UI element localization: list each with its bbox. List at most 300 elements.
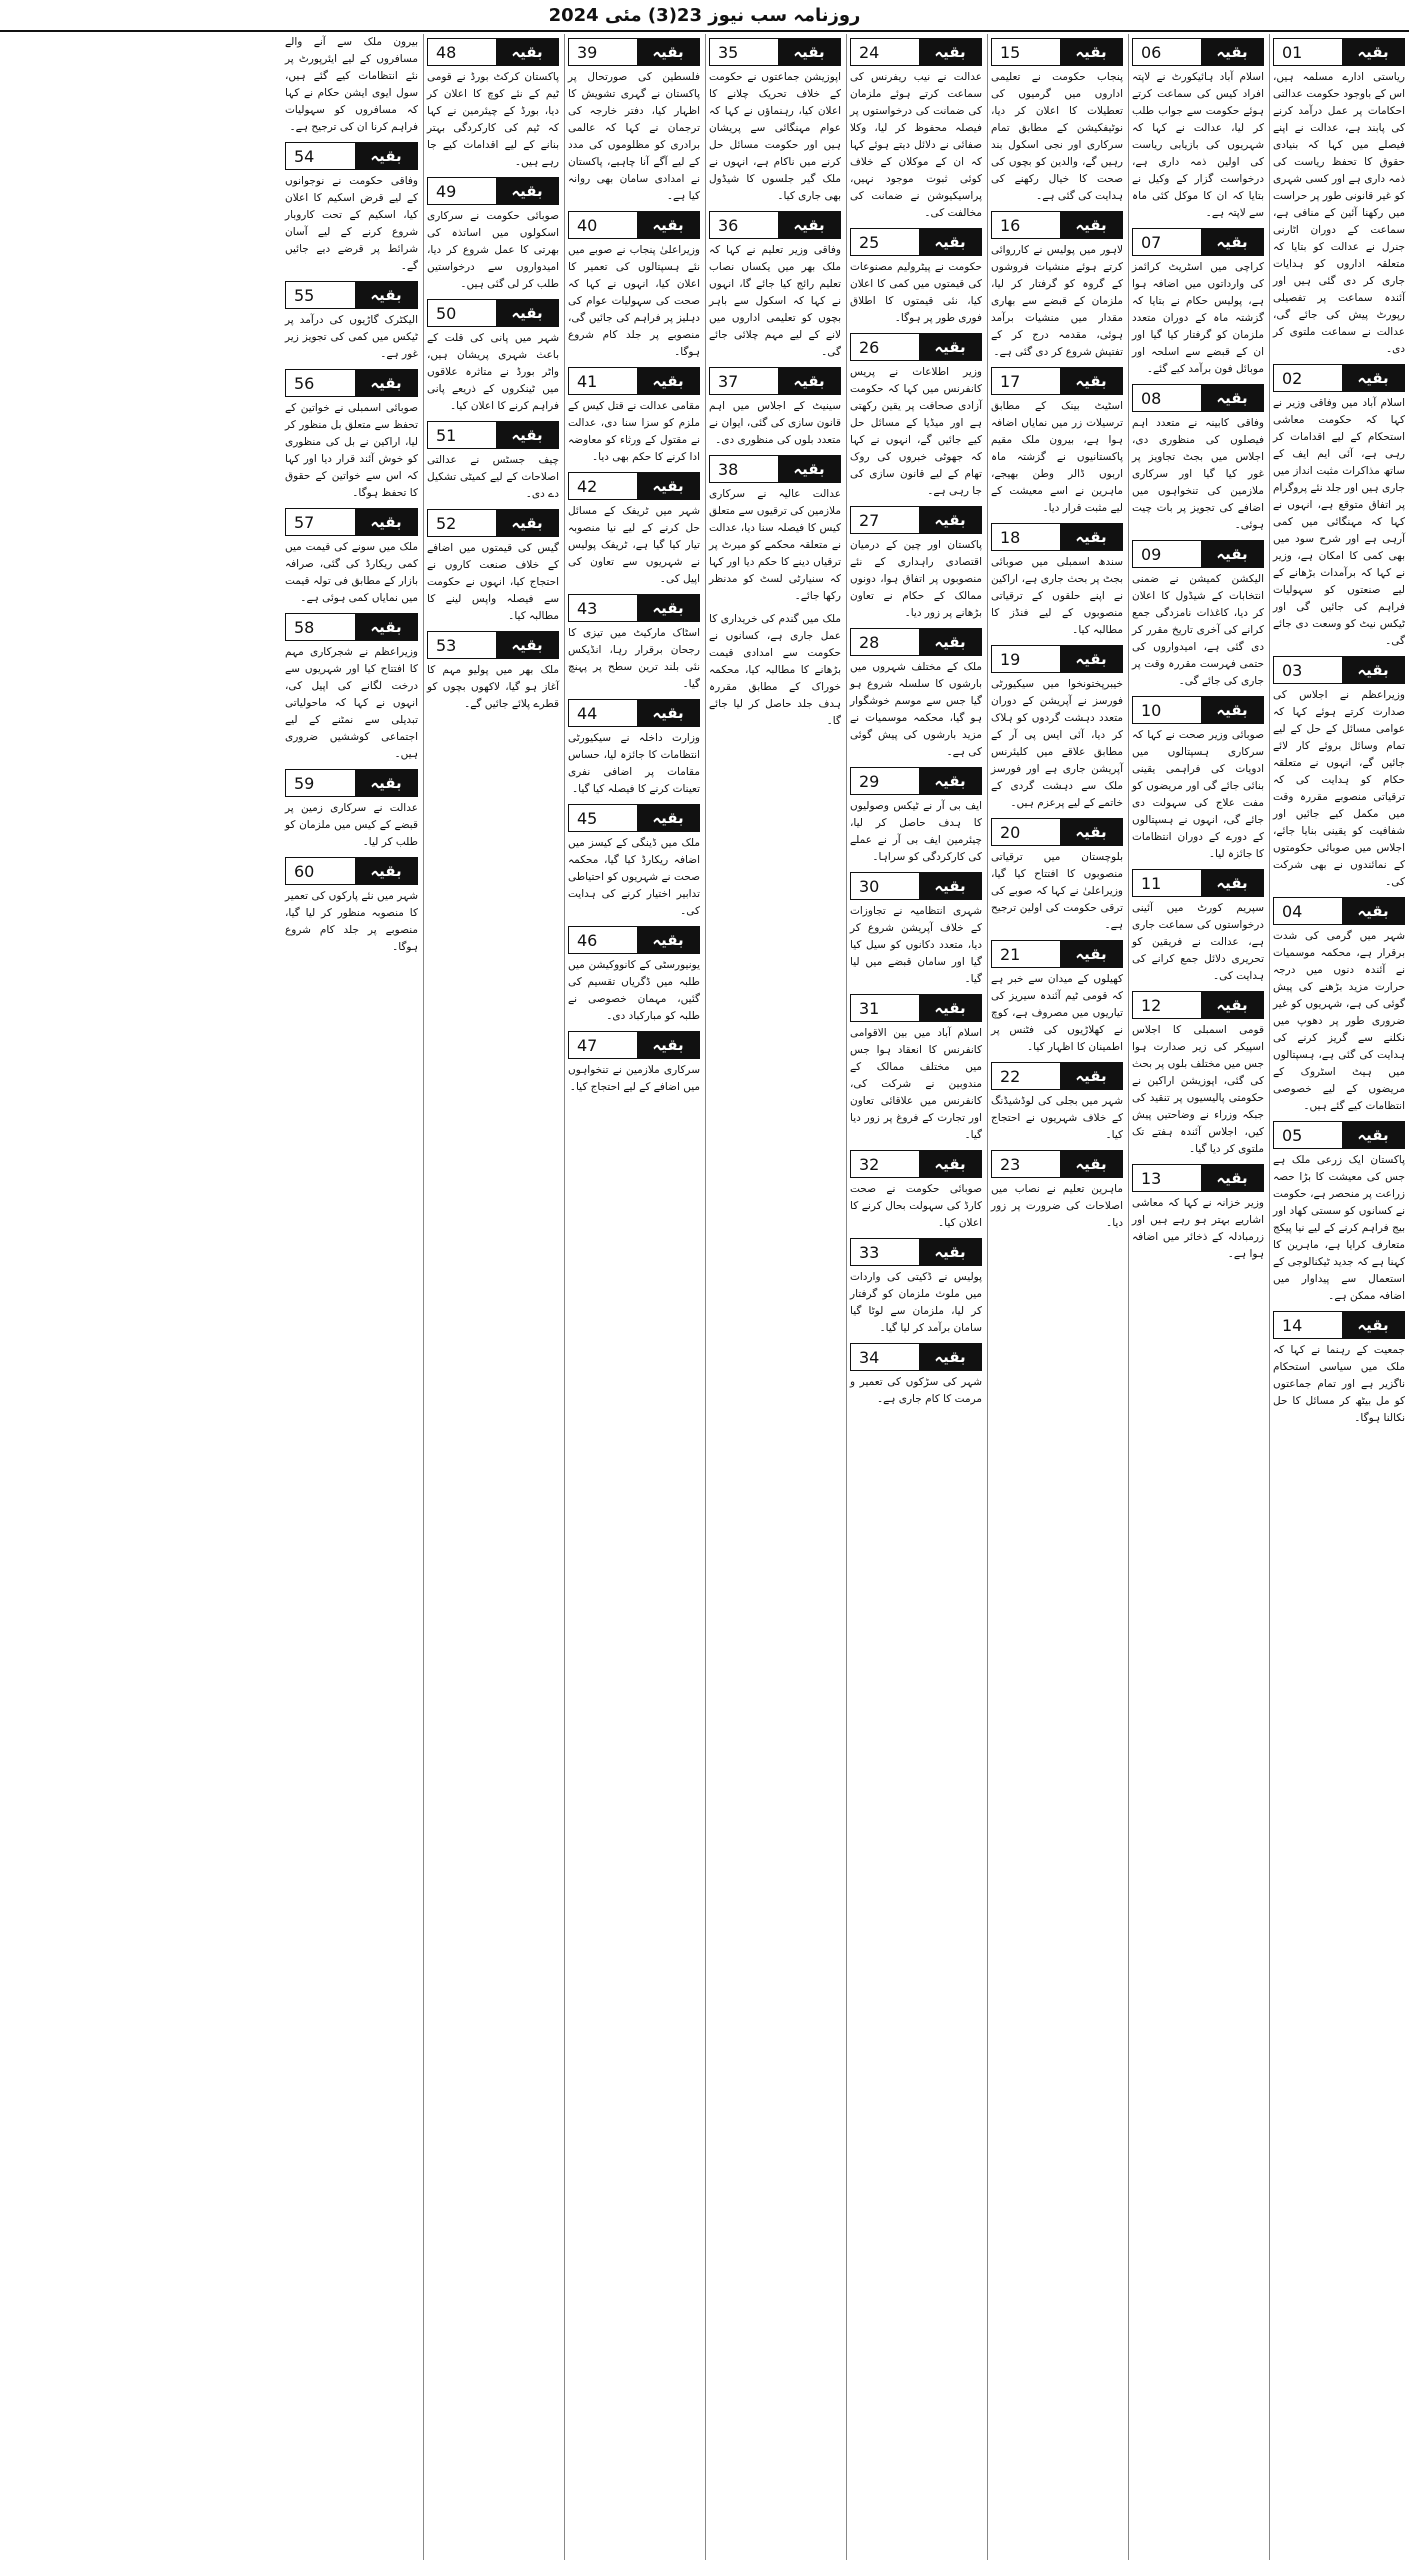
- continuation-label: بقیہ: [1060, 1151, 1122, 1177]
- news-column: [1128, 34, 1267, 2560]
- continuation-tag: [1132, 540, 1264, 568]
- story-text: وزیراعظم نے اجلاس کی صدارت کرتے ہوئے کہا کہ عوامی مسائل کے حل کے لیے تمام وسائل بروئے کار لائے جائیں گے، انہوں نے متعلقہ حکام کو ہدایت کی کہ ترقیاتی منصوبے مقررہ وقت میں مکمل کیے جائیں اور شفافیت کو یقینی بنایا جائے، اجلاس میں صوبائی حکومتوں کے نمائندوں نے بھی شرکت کی۔: [1273, 689, 1405, 888]
- story-text: چیف جسٹس نے عدالتی اصلاحات کے لیے کمیٹی تشکیل دے دی۔: [427, 454, 559, 500]
- continuation-number: 33: [859, 1242, 880, 1262]
- continued-story: [427, 421, 559, 503]
- continuation-label: بقیہ: [1201, 385, 1263, 411]
- continuation-number: 28: [859, 632, 880, 652]
- continued-story: [1132, 696, 1264, 863]
- story-text: کھیلوں کے میدان سے خبر ہے کہ قومی ٹیم آئندہ سیریز کی تیاریوں میں مصروف ہے، کوچ نے کھلاڑیوں کی فٹنس پر اطمینان کا اظہار کیا۔: [991, 973, 1123, 1053]
- continuation-number: 59: [294, 773, 315, 793]
- continuation-label: بقیہ: [496, 632, 558, 658]
- continued-story: [850, 872, 982, 988]
- continuation-label: بقیہ: [919, 629, 981, 655]
- continuation-number: 44: [577, 703, 598, 723]
- continuation-label: بقیہ: [778, 39, 840, 65]
- continuation-label: بقیہ: [1201, 541, 1263, 567]
- continued-story: [285, 369, 418, 502]
- continued-story: [427, 631, 559, 713]
- continued-story: [709, 38, 841, 205]
- continued-story: [427, 38, 559, 171]
- story-text: وفاقی وزیر تعلیم نے کہا کہ ملک بھر میں یکساں نصاب تعلیم رائج کیا جائے گا، انہوں نے کہا کہ اسکول سے باہر بچوں کو تعلیمی اداروں میں لانے کے لیے مہم چلائی جائے گی۔: [709, 244, 841, 358]
- continued-story: [850, 767, 982, 866]
- continuation-label: بقیہ: [919, 1239, 981, 1265]
- continued-story: [991, 645, 1123, 812]
- continued-story: [1132, 38, 1264, 222]
- continued-story: [991, 1150, 1123, 1232]
- continuation-tag: [850, 994, 982, 1022]
- story-text: عدالت عالیہ نے سرکاری ملازمین کی ترقیوں سے متعلق کیس کا فیصلہ سنا دیا، عدالت نے متعلقہ محکمے کو میرٹ پر ترقیاں دینے کا حکم دیا اور کہا کہ سنیارٹی لسٹ کو مدنظر رکھا جائے۔: [709, 488, 841, 602]
- continuation-label: بقیہ: [919, 1151, 981, 1177]
- continuation-label: بقیہ: [1342, 1122, 1404, 1148]
- continuation-tag: [285, 857, 418, 885]
- story-text: جمعیت کے رہنما نے کہا کہ ملک میں سیاسی استحکام ناگزیر ہے اور تمام جماعتوں کو مل بیٹھ کر مسائل کا حل نکالنا ہوگا۔: [1273, 1344, 1405, 1424]
- continuation-number: 57: [294, 512, 315, 532]
- story-text: الیکٹرک گاڑیوں کی درآمد پر ٹیکس میں کمی کی تجویز زیر غور ہے۔: [285, 314, 418, 360]
- continuation-number: 08: [1141, 388, 1162, 408]
- continuation-label: بقیہ: [1342, 657, 1404, 683]
- continued-story: [568, 926, 700, 1025]
- continuation-number: 16: [1000, 215, 1021, 235]
- story-text: شہر میں بجلی کی لوڈشیڈنگ کے خلاف شہریوں نے احتجاج کیا۔: [991, 1095, 1123, 1141]
- continued-story: [568, 367, 700, 466]
- continuation-tag: [1132, 228, 1264, 256]
- story-text: اسٹاک مارکیٹ میں تیزی کا رجحان برقرار رہا، انڈیکس نئی بلند ترین سطح پر پہنچ گیا۔: [568, 627, 700, 690]
- continuation-tag: [850, 506, 982, 534]
- continued-story: [285, 508, 418, 607]
- continuation-number: 13: [1141, 1168, 1162, 1188]
- continued-story: [1132, 991, 1264, 1158]
- continued-story: [850, 333, 982, 500]
- story-text: فلسطین کی صورتحال پر پاکستان نے گہری تشویش کا اظہار کیا، دفتر خارجہ کی ترجمان نے کہا کہ عالمی برادری کو مظلوموں کی مدد کے لیے آگے آنا چاہیے، پاکستان نے امدادی سامان بھی روانہ کیا ہے۔: [568, 71, 700, 202]
- story-text: عدالت نے سرکاری زمین پر قبضے کے کیس میں ملزمان کو طلب کر لیا۔: [285, 802, 418, 848]
- continuation-tag: [1273, 1311, 1405, 1339]
- continued-story: [1132, 540, 1264, 690]
- continuation-label: بقیہ: [1201, 870, 1263, 896]
- continuation-number: 39: [577, 42, 598, 62]
- story-text: ملک کے مختلف شہروں میں بارشوں کا سلسلہ شروع ہو گیا جس سے موسم خوشگوار ہو گیا، محکمہ موسمیات نے مزید بارشوں کی پیش گوئی کی ہے۔: [850, 661, 982, 758]
- continuation-number: 29: [859, 771, 880, 791]
- continuation-label: بقیہ: [355, 509, 417, 535]
- continued-story: [709, 211, 841, 361]
- continued-story: [709, 367, 841, 449]
- continuation-label: بقیہ: [637, 212, 699, 238]
- continued-story: [991, 38, 1123, 205]
- story-text: پاکستان اور چین کے درمیان اقتصادی راہداری کے نئے منصوبوں پر اتفاق ہوا، دونوں ممالک کے حکام نے تعاون بڑھانے پر زور دیا۔: [850, 539, 982, 619]
- continuation-label: بقیہ: [1201, 39, 1263, 65]
- continuation-label: بقیہ: [1060, 524, 1122, 550]
- story-text: حکومت نے پیٹرولیم مصنوعات کی قیمتوں میں کمی کا اعلان کیا، نئی قیمتوں کا اطلاق فوری طور پر ہوگا۔: [850, 261, 982, 324]
- columns-container: [0, 34, 1409, 2560]
- continuation-tag: [850, 1150, 982, 1178]
- continuation-number: 11: [1141, 873, 1162, 893]
- continuation-tag: [991, 367, 1123, 395]
- continued-story: [285, 769, 418, 851]
- story-text: اسٹیٹ بینک کے مطابق ترسیلات زر میں نمایاں اضافہ ہوا ہے، بیرون ملک مقیم پاکستانیوں نے گزشتہ ماہ اربوں ڈالر وطن بھیجے، ماہرین نے اسے معیشت کے لیے مثبت قرار دیا۔: [991, 400, 1123, 514]
- news-column: [423, 34, 562, 2560]
- continued-story: [568, 38, 700, 205]
- continuation-tag: [850, 228, 982, 256]
- story-text: وزارت داخلہ نے سیکیورٹی انتظامات کا جائزہ لیا، حساس مقامات پر اضافی نفری تعینات کرنے کا فیصلہ کیا گیا۔: [568, 732, 700, 795]
- continuation-label: بقیہ: [1201, 697, 1263, 723]
- story-text: صوبائی اسمبلی نے خواتین کے تحفظ سے متعلق بل منظور کر لیا، اراکین نے بل کی منظوری کو خوش آئند قرار دیا اور کہا کہ اس سے خواتین کے حقوق کا تحفظ ہوگا۔: [285, 402, 418, 499]
- continued-story: [1132, 228, 1264, 378]
- continuation-label: بقیہ: [1060, 1063, 1122, 1089]
- continued-story: [1273, 656, 1405, 891]
- story-text: الیکشن کمیشن نے ضمنی انتخابات کے شیڈول کا اعلان کر دیا، کاغذات نامزدگی جمع کرانے کی آخری تاریخ مقرر کر دی گئی ہے، امیدواروں کی حتمی فہرست مقررہ وقت پر جاری کی جائے گی۔: [1132, 573, 1264, 687]
- continued-story: [285, 613, 418, 763]
- news-column: [987, 34, 1126, 2560]
- continuation-number: 53: [436, 635, 457, 655]
- continuation-tag: [991, 523, 1123, 551]
- continuation-label: بقیہ: [919, 39, 981, 65]
- continued-story: [1273, 364, 1405, 650]
- continuation-number: 03: [1282, 660, 1303, 680]
- continued-story: [427, 299, 559, 415]
- story-text: شہر میں گرمی کی شدت برقرار ہے، محکمہ موسمیات نے آئندہ دنوں میں درجہ حرارت مزید بڑھنے کی پیش گوئی کی ہے، شہریوں کو غیر ضروری طور پر دھوپ میں نکلنے سے گریز کرنے کی ہدایت کی گئی ہے، ہسپتالوں میں ہیٹ اسٹروک کے مریضوں کے لیے خصوصی انتظامات کیے گئے ہیں۔: [1273, 930, 1405, 1112]
- continuation-number: 17: [1000, 371, 1021, 391]
- story-text: ملک میں سونے کی قیمت میں کمی ریکارڈ کی گئی، صرافہ بازار کے مطابق فی تولہ قیمت میں نمایاں کمی ہوئی ہے۔: [285, 541, 418, 604]
- continuation-label: بقیہ: [1060, 212, 1122, 238]
- story-text: ملک میں گندم کی خریداری کا عمل جاری ہے، کسانوں نے حکومت سے امدادی قیمت بڑھانے کا مطالبہ کیا، محکمہ خوراک کے مطابق مقررہ ہدف جلد حاصل کر لیا جائے گا۔: [709, 613, 841, 727]
- continued-story: [850, 1343, 982, 1408]
- continuation-number: 02: [1282, 368, 1303, 388]
- continuation-number: 46: [577, 930, 598, 950]
- continued-story: [850, 628, 982, 761]
- continuation-number: 19: [1000, 649, 1021, 669]
- continuation-number: 45: [577, 808, 598, 828]
- continuation-number: 55: [294, 285, 315, 305]
- continuation-number: 04: [1282, 901, 1303, 921]
- continuation-number: 14: [1282, 1315, 1303, 1335]
- continuation-tag: [1132, 384, 1264, 412]
- continuation-tag: [568, 594, 700, 622]
- continued-story: [1132, 384, 1264, 534]
- continuation-tag: [285, 508, 418, 536]
- story-text: اسلام آباد ہائیکورٹ نے لاپتہ افراد کیس کی سماعت کرتے ہوئے حکومت سے جواب طلب کر لیا، عدالت نے کہا کہ شہریوں کی بازیابی ریاست کی اولین ذمہ داری ہے، درخواست گزار کے وکیل نے بتایا کہ ان کا موکل کئی ماہ سے لاپتہ ہے۔: [1132, 71, 1264, 219]
- continuation-tag: [1273, 364, 1405, 392]
- continuation-label: بقیہ: [1060, 819, 1122, 845]
- continuation-tag: [568, 472, 700, 500]
- continuation-label: بقیہ: [496, 300, 558, 326]
- story-text: یونیورسٹی کے کانووکیشن میں طلبہ میں ڈگریاں تقسیم کی گئیں، مہمان خصوصی نے طلبہ کو مبارکباد دی۔: [568, 959, 700, 1022]
- continuation-tag: [568, 367, 700, 395]
- continuation-label: بقیہ: [355, 282, 417, 308]
- continued-story: [1132, 1164, 1264, 1263]
- continuation-label: بقیہ: [637, 1032, 699, 1058]
- continuation-number: 35: [718, 42, 739, 62]
- story-text: سرکاری ملازمین نے تنخواہوں میں اضافے کے لیے احتجاج کیا۔: [568, 1064, 700, 1093]
- story-text: وزیراعظم نے شجرکاری مہم کا افتتاح کیا اور شہریوں سے درخت لگانے کی اپیل کی، انہوں نے کہا کہ ماحولیاتی تبدیلی سے نمٹنے کے لیے اجتماعی کوششیں ضروری ہیں۔: [285, 646, 418, 760]
- continuation-label: بقیہ: [637, 473, 699, 499]
- continuation-number: 09: [1141, 544, 1162, 564]
- continuation-tag: [427, 631, 559, 659]
- continuation-tag: [427, 38, 559, 66]
- continuation-label: بقیہ: [1342, 898, 1404, 924]
- continuation-number: 05: [1282, 1125, 1303, 1145]
- continuation-tag: [568, 211, 700, 239]
- continuation-number: 40: [577, 215, 598, 235]
- continuation-label: بقیہ: [1060, 941, 1122, 967]
- continuation-label: بقیہ: [355, 770, 417, 796]
- continuation-number: 36: [718, 215, 739, 235]
- continuation-tag: [285, 769, 418, 797]
- continuation-number: 06: [1141, 42, 1162, 62]
- continuation-tag: [1273, 897, 1405, 925]
- continuation-number: 49: [436, 181, 457, 201]
- continuation-label: بقیہ: [637, 805, 699, 831]
- continuation-number: 30: [859, 876, 880, 896]
- continuation-tag: [1132, 991, 1264, 1019]
- continuation-tag: [991, 940, 1123, 968]
- continued-story: [850, 38, 982, 222]
- continuation-tag: [427, 421, 559, 449]
- story-text: اسلام آباد میں وفاقی وزیر نے کہا کہ حکومت معاشی استحکام کے لیے اقدامات کر رہی ہے، آئی ایم ایف کے ساتھ مذاکرات مثبت انداز میں جاری ہیں اور جلد نئے پروگرام پر اتفاق متوقع ہے، انہوں نے کہا کہ مہنگائی میں کمی آرہی ہے اور شرح سود میں بھی کمی کا امکان ہے، وزیر نے کہا کہ برآمدات بڑھانے کے لیے صنعتوں کو سہولیات فراہم کی جائیں گی اور ٹیکس نیٹ کو وسعت دی جائے گی۔: [1273, 397, 1405, 647]
- continuation-label: بقیہ: [637, 368, 699, 394]
- continuation-number: 50: [436, 303, 457, 323]
- continuation-number: 27: [859, 510, 880, 530]
- story-text: پاکستان ایک زرعی ملک ہے جس کی معیشت کا بڑا حصہ زراعت پر منحصر ہے، حکومت نے کسانوں کو سستی کھاد اور بیج فراہم کرنے کے لیے نیا پیکج متعارف کرایا ہے، ماہرین کا کہنا ہے کہ جدید ٹیکنالوجی کے استعمال سے پیداوار میں اضافہ ممکن ہے۔: [1273, 1154, 1405, 1302]
- continuation-tag: [709, 367, 841, 395]
- continuation-number: 42: [577, 476, 598, 496]
- continuation-number: 15: [1000, 42, 1021, 62]
- continued-story: [991, 1062, 1123, 1144]
- news-column: [846, 34, 985, 2560]
- story-text: خیبرپختونخوا میں سیکیورٹی فورسز نے آپریشن کے دوران متعدد دہشت گردوں کو ہلاک کر دیا، آئی ایس پی آر کے مطابق علاقے میں کلیئرنس آپریشن جاری ہے اور فورسز ملک سے دہشت گردی کے خاتمے کے لیے پرعزم ہیں۔: [991, 678, 1123, 809]
- continuation-tag: [709, 455, 841, 483]
- continuation-number: 37: [718, 371, 739, 391]
- continued-story: [285, 34, 418, 136]
- continuation-label: بقیہ: [355, 370, 417, 396]
- continuation-label: بقیہ: [1060, 646, 1122, 672]
- continued-story: [850, 994, 982, 1144]
- story-text: ایف بی آر نے ٹیکس وصولیوں کا ہدف حاصل کر لیا، چیئرمین ایف بی آر نے عملے کی کارکردگی کو سراہا۔: [850, 800, 982, 863]
- continued-story: [991, 211, 1123, 361]
- continuation-label: بقیہ: [919, 1344, 981, 1370]
- continuation-number: 54: [294, 146, 315, 166]
- story-text: پنجاب حکومت نے تعلیمی اداروں میں گرمیوں کی تعطیلات کا اعلان کر دیا، نوٹیفکیشن کے مطابق تمام سرکاری اور نجی اسکول بند رہیں گے، والدین کو بچوں کی صحت کا خیال رکھنے کی ہدایت کی گئی ہے۔: [991, 71, 1123, 202]
- continued-story: [850, 1150, 982, 1232]
- continued-story: [568, 472, 700, 588]
- story-text: گیس کی قیمتوں میں اضافے کے خلاف صنعت کاروں نے احتجاج کیا، انہوں نے حکومت سے فیصلہ واپس لینے کا مطالبہ کیا۔: [427, 542, 559, 622]
- continuation-tag: [1132, 1164, 1264, 1192]
- continuation-tag: [285, 613, 418, 641]
- continuation-label: بقیہ: [1342, 365, 1404, 391]
- story-text: ملک میں ڈینگی کے کیسز میں اضافہ ریکارڈ کیا گیا، محکمہ صحت نے شہریوں کو احتیاطی تدابیر اختیار کرنے کی ہدایت کی۔: [568, 837, 700, 917]
- continuation-tag: [568, 926, 700, 954]
- story-text: صوبائی حکومت نے صحت کارڈ کی سہولت بحال کرنے کا اعلان کیا۔: [850, 1183, 982, 1229]
- continuation-tag: [991, 645, 1123, 673]
- continued-story: [427, 177, 559, 293]
- continuation-label: بقیہ: [355, 614, 417, 640]
- story-text: سینیٹ کے اجلاس میں اہم قانون سازی کی گئی، ایوان نے متعدد بلوں کی منظوری دی۔: [709, 400, 841, 446]
- continuation-number: 20: [1000, 822, 1021, 842]
- continuation-label: بقیہ: [355, 143, 417, 169]
- story-text: صوبائی حکومت نے سرکاری اسکولوں میں اساتذہ کی بھرتی کا عمل شروع کر دیا، امیدواروں سے درخواستیں طلب کر لی گئی ہیں۔: [427, 210, 559, 290]
- story-text: سپریم کورٹ میں آئینی درخواستوں کی سماعت جاری ہے، عدالت نے فریقین کو تحریری دلائل جمع کرانے کی ہدایت کی۔: [1132, 902, 1264, 982]
- continued-story: [427, 509, 559, 625]
- story-text: بیرون ملک سے آنے والے مسافروں کے لیے ایئرپورٹ پر نئے انتظامات کیے گئے ہیں، سول ایوی ایشن حکام نے کہا کہ مسافروں کو سہولیات فراہم کرنا ان کی ترجیح ہے۔: [285, 36, 418, 133]
- continuation-tag: [991, 1062, 1123, 1090]
- continuation-tag: [850, 628, 982, 656]
- continuation-number: 38: [718, 459, 739, 479]
- continuation-tag: [568, 699, 700, 727]
- continuation-label: بقیہ: [778, 368, 840, 394]
- masthead-title: روزنامہ سب نیوز 23(3) مئی 2024: [548, 4, 861, 26]
- continued-story: [568, 211, 700, 361]
- continuation-tag: [427, 509, 559, 537]
- continuation-number: 34: [859, 1347, 880, 1367]
- continuation-label: بقیہ: [919, 995, 981, 1021]
- story-text: شہری انتظامیہ نے تجاوزات کے خلاف آپریشن شروع کر دیا، متعدد دکانوں کو سیل کیا گیا اور سامان قبضے میں لیا گیا۔: [850, 905, 982, 985]
- continuation-tag: [1132, 869, 1264, 897]
- continuation-tag: [427, 299, 559, 327]
- story-text: وفاقی کابینہ نے متعدد اہم فیصلوں کی منظوری دی، اجلاس میں بجٹ تجاویز پر غور کیا گیا اور سرکاری ملازمین کی تنخواہوں میں اضافے کی تجویز پر بات چیت ہوئی۔: [1132, 417, 1264, 531]
- continued-story: [709, 611, 841, 730]
- story-text: وزیراعلیٰ پنجاب نے صوبے میں نئے ہسپتالوں کی تعمیر کا اعلان کیا، انہوں نے کہا کہ صحت کی سہولیات عوام کی دہلیز پر فراہم کی جائیں گی، منصوبے پر جلد کام شروع ہوگا۔: [568, 244, 700, 358]
- continued-story: [850, 1238, 982, 1337]
- continued-story: [1273, 1311, 1405, 1427]
- continuation-label: بقیہ: [778, 456, 840, 482]
- masthead-rule: [0, 30, 1409, 32]
- continuation-label: بقیہ: [1342, 1312, 1404, 1338]
- continuation-number: 41: [577, 371, 598, 391]
- news-column: [1269, 34, 1408, 2560]
- story-text: مقامی عدالت نے قتل کیس کے ملزم کو سزا سنا دی، عدالت نے مقتول کے ورثاء کو معاوضہ ادا کرنے کا حکم بھی دیا۔: [568, 400, 700, 463]
- continuation-tag: [709, 211, 841, 239]
- continuation-number: 10: [1141, 700, 1162, 720]
- story-text: سندھ اسمبلی میں صوبائی بجٹ پر بحث جاری ہے، اراکین نے اپنے حلقوں کے ترقیاتی منصوبوں کے لیے فنڈز کا مطالبہ کیا۔: [991, 556, 1123, 636]
- continuation-tag: [1273, 656, 1405, 684]
- continuation-label: بقیہ: [637, 927, 699, 953]
- continuation-tag: [991, 1150, 1123, 1178]
- continuation-number: 18: [1000, 527, 1021, 547]
- news-column: [282, 34, 421, 2560]
- continuation-label: بقیہ: [919, 507, 981, 533]
- continued-story: [1132, 869, 1264, 985]
- continuation-number: 51: [436, 425, 457, 445]
- story-text: ماہرین تعلیم نے نصاب میں اصلاحات کی ضرورت پر زور دیا۔: [991, 1183, 1123, 1229]
- story-text: اپوزیشن جماعتوں نے حکومت کے خلاف تحریک چلانے کا اعلان کیا، رہنماؤں نے کہا کہ عوام مہنگائی سے پریشان ہیں اور حکومت مسائل حل کرنے میں ناکام ہے، انہوں نے ملک گیر جلسوں کا شیڈول بھی جاری کیا۔: [709, 71, 841, 202]
- continuation-label: بقیہ: [1060, 368, 1122, 394]
- continuation-tag: [991, 38, 1123, 66]
- continuation-number: 52: [436, 513, 457, 533]
- continued-story: [568, 804, 700, 920]
- continuation-label: بقیہ: [1342, 39, 1404, 65]
- continuation-number: 23: [1000, 1154, 1021, 1174]
- continuation-tag: [850, 872, 982, 900]
- story-text: عدالت نے نیب ریفرنس کی سماعت کرتے ہوئے ملزمان کی ضمانت کی درخواستوں پر فیصلہ محفوظ کر لیا، وکلا صفائی نے دلائل دیتے ہوئے کہا کہ ان کے موکلان کے خلاف کوئی ثبوت موجود نہیں، پراسیکیوشن نے ضمانت کی مخالفت کی۔: [850, 71, 982, 219]
- story-text: بلوچستان میں ترقیاتی منصوبوں کا افتتاح کیا گیا، وزیراعلیٰ نے کہا کہ صوبے کی ترقی حکومت کی اولین ترجیح ہے۔: [991, 851, 1123, 931]
- continuation-tag: [1132, 696, 1264, 724]
- continuation-number: 26: [859, 337, 880, 357]
- continuation-number: 43: [577, 598, 598, 618]
- continuation-label: بقیہ: [1060, 39, 1122, 65]
- continuation-number: 47: [577, 1035, 598, 1055]
- continuation-tag: [1132, 38, 1264, 66]
- story-text: صوبائی وزیر صحت نے کہا کہ سرکاری ہسپتالوں میں ادویات کی فراہمی یقینی بنائی جائے گی اور مریضوں کو مفت علاج کی سہولت دی جائے گی، انہوں نے ہسپتالوں کے دورے کے دوران انتظامات کا جائزہ لیا۔: [1132, 729, 1264, 860]
- continuation-tag: [285, 281, 418, 309]
- continued-story: [285, 142, 418, 275]
- continuation-tag: [850, 1238, 982, 1266]
- story-text: شہر میں نئے پارکوں کی تعمیر کا منصوبہ منظور کر لیا گیا، منصوبے پر جلد کام شروع ہوگا۔: [285, 890, 418, 953]
- story-text: ریاستی ادارے مسلمہ ہیں، اس کے باوجود حکومت عدالتی احکامات پر عمل درآمد کرنے کی پابند ہے، عدالت نے اپنے فیصلے میں کہا کہ بنیادی حقوق کا تحفظ ریاست کی ذمہ داری ہے اور کسی شہری کو غیر قانونی طور پر حراست میں رکھنا آئین کے منافی ہے، سماعت کے دوران اٹارنی جنرل نے عدالت کو بتایا کہ متعلقہ اداروں کو ہدایات جاری کر دی گئی ہیں اور آئندہ سماعت پر تفصیلی رپورٹ پیش کی جائے گی، عدالت نے سماعت ملتوی کر دی۔: [1273, 71, 1405, 355]
- continuation-tag: [568, 38, 700, 66]
- continuation-tag: [1273, 38, 1405, 66]
- continued-story: [568, 1031, 700, 1096]
- continuation-tag: [850, 38, 982, 66]
- continuation-label: بقیہ: [637, 39, 699, 65]
- continuation-number: 31: [859, 998, 880, 1018]
- continuation-number: 01: [1282, 42, 1303, 62]
- continued-story: [991, 940, 1123, 1056]
- continuation-tag: [427, 177, 559, 205]
- continued-story: [285, 281, 418, 363]
- continuation-tag: [568, 1031, 700, 1059]
- continuation-number: 60: [294, 861, 315, 881]
- continuation-label: بقیہ: [1201, 1165, 1263, 1191]
- story-text: پاکستان کرکٹ بورڈ نے قومی ٹیم کے نئے کوچ کا اعلان کر دیا، بورڈ کے چیئرمین نے کہا کہ ٹیم کی کارکردگی بہتر بنانے کے لیے اقدامات کیے جا رہے ہیں۔: [427, 71, 559, 168]
- continued-story: [991, 523, 1123, 639]
- continuation-number: 32: [859, 1154, 880, 1174]
- story-text: اسلام آباد میں بین الاقوامی کانفرنس کا انعقاد ہوا جس میں مختلف ممالک کے مندوبین نے شرکت کی، کانفرنس میں علاقائی تعاون اور تجارت کے فروغ پر زور دیا گیا۔: [850, 1027, 982, 1141]
- continuation-tag: [850, 333, 982, 361]
- continued-story: [991, 818, 1123, 934]
- continuation-tag: [285, 142, 418, 170]
- continuation-tag: [850, 767, 982, 795]
- continuation-label: بقیہ: [1201, 992, 1263, 1018]
- continued-story: [1273, 38, 1405, 358]
- continued-story: [991, 367, 1123, 517]
- story-text: ملک بھر میں پولیو مہم کا آغاز ہو گیا، لاکھوں بچوں کو قطرے پلائے جائیں گے۔: [427, 664, 559, 710]
- continuation-label: بقیہ: [919, 229, 981, 255]
- continuation-label: بقیہ: [496, 422, 558, 448]
- continued-story: [1273, 1121, 1405, 1305]
- continuation-label: بقیہ: [496, 510, 558, 536]
- continuation-label: بقیہ: [637, 700, 699, 726]
- continued-story: [709, 455, 841, 605]
- continuation-number: 48: [436, 42, 457, 62]
- continuation-label: بقیہ: [355, 858, 417, 884]
- continuation-number: 58: [294, 617, 315, 637]
- continuation-tag: [568, 804, 700, 832]
- continuation-tag: [709, 38, 841, 66]
- story-text: وزیر اطلاعات نے پریس کانفرنس میں کہا کہ حکومت آزادی صحافت پر یقین رکھتی ہے اور میڈیا کے مسائل حل کیے جائیں گے، انہوں نے کہا کہ جھوٹی خبروں کی روک تھام کے لیے قانون سازی کی جا رہی ہے۔: [850, 366, 982, 497]
- story-text: کراچی میں اسٹریٹ کرائمز کی وارداتوں میں اضافہ ہوا ہے، پولیس حکام نے بتایا کہ گزشتہ ماہ کے دوران متعدد ملزمان کو گرفتار کیا گیا اور ان کے قبضے سے اسلحہ اور موبائل فون برآمد کیے گئے۔: [1132, 261, 1264, 375]
- continuation-label: بقیہ: [919, 768, 981, 794]
- news-column: [705, 34, 844, 2560]
- story-text: وفاقی حکومت نے نوجوانوں کے لیے قرض اسکیم کا اعلان کیا، اسکیم کے تحت کاروبار شروع کرنے کے لیے آسان شرائط پر قرضے دیے جائیں گے۔: [285, 175, 418, 272]
- continuation-tag: [285, 369, 418, 397]
- continued-story: [568, 594, 700, 693]
- continuation-tag: [991, 211, 1123, 239]
- continuation-number: 07: [1141, 232, 1162, 252]
- story-text: پولیس نے ڈکیتی کی واردات میں ملوث ملزمان کو گرفتار کر لیا، ملزمان سے لوٹا گیا سامان برآمد کر لیا گیا۔: [850, 1271, 982, 1334]
- continuation-number: 56: [294, 373, 315, 393]
- continued-story: [1273, 897, 1405, 1115]
- news-column: [564, 34, 703, 2560]
- continuation-label: بقیہ: [919, 334, 981, 360]
- continuation-number: 22: [1000, 1066, 1021, 1086]
- continued-story: [850, 228, 982, 327]
- story-text: وزیر خزانہ نے کہا کہ معاشی اشاریے بہتر ہو رہے ہیں اور زرمبادلہ کے ذخائر میں اضافہ ہوا ہے۔: [1132, 1197, 1264, 1260]
- continuation-tag: [991, 818, 1123, 846]
- continuation-label: بقیہ: [496, 178, 558, 204]
- masthead: [0, 0, 1409, 30]
- continuation-label: بقیہ: [919, 873, 981, 899]
- story-text: شہر میں ٹریفک کے مسائل حل کرنے کے لیے نیا منصوبہ تیار کیا گیا ہے، ٹریفک پولیس نے شہریوں سے تعاون کی اپیل کی۔: [568, 505, 700, 585]
- continuation-label: بقیہ: [1201, 229, 1263, 255]
